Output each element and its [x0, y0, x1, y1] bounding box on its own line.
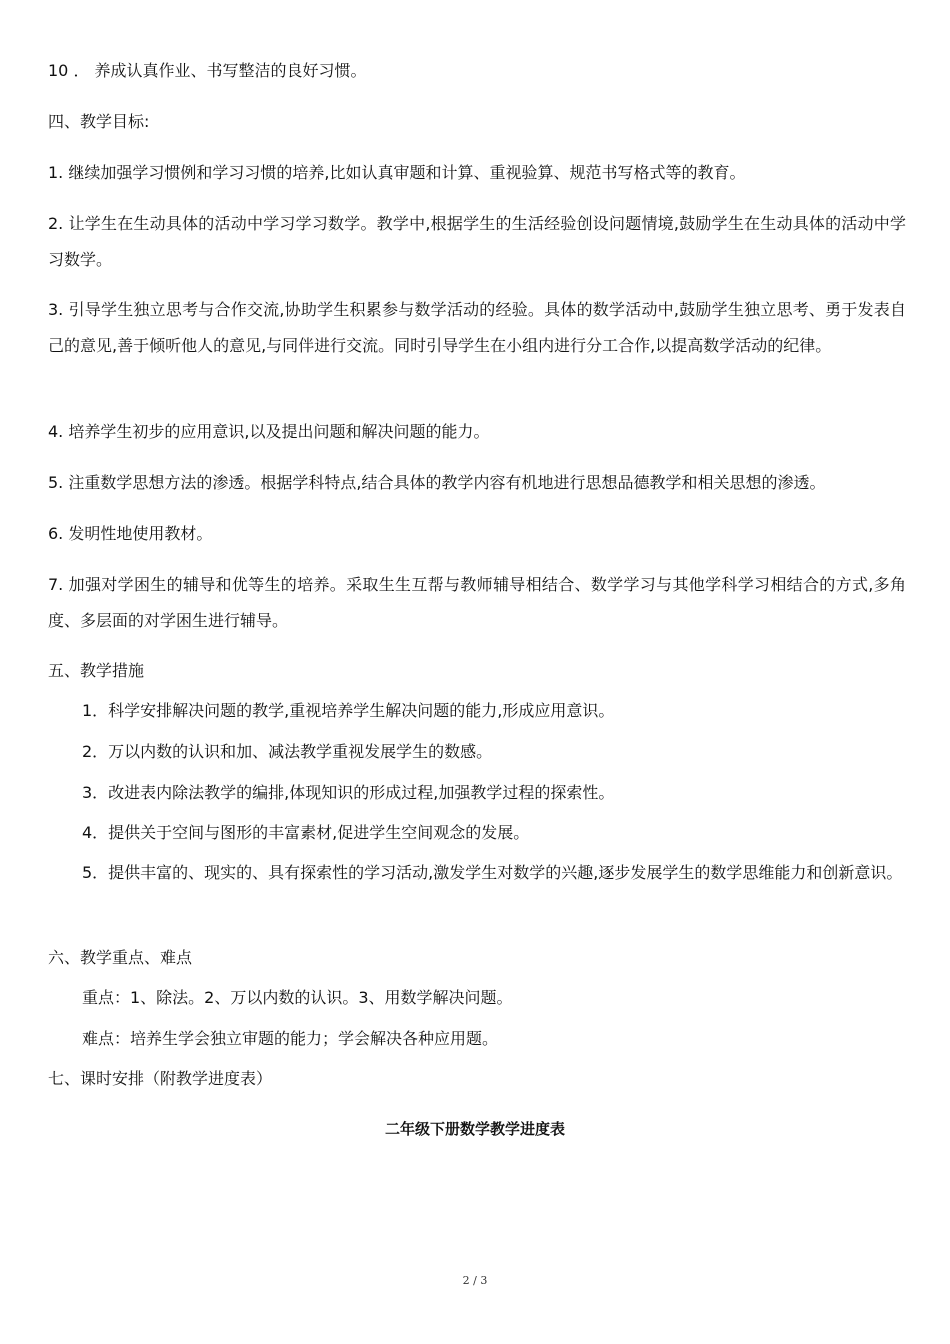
goal-4: 4. 培养学生初步的应用意识,以及提出问题和解决问题的能力。: [48, 422, 490, 441]
measure-5: 5．提供丰富的、现实的、具有探索性的学习活动,激发学生对数学的兴趣,逐步发展学生的数学思维能力和创新意识。: [82, 863, 903, 882]
goal-3: 3. 引导学生独立思考与合作交流,协助学生积累参与数学活动的经验。具体的数学活动中,鼓励学生独立思考、勇于发表自己的意见,善于倾听他人的意见,与同伴进行交流。同时引导学生在小组内进行分工合作,以提高数学活动的纪律。: [48, 300, 906, 355]
item-10: 10 ． 养成认真作业、书写整洁的良好习惯。: [48, 61, 367, 80]
page-number: 2 / 3: [462, 1274, 488, 1287]
measure-3: 3．改进表内除法教学的编排,体现知识的形成过程,加强教学过程的探索性。: [82, 783, 615, 802]
goal-6: 6. 发明性地使用教材。: [48, 524, 213, 543]
table-title: 二年级下册数学教学进度表: [384, 1120, 565, 1138]
goal-5: 5. 注重数学思想方法的渗透。根据学科特点,结合具体的教学内容有机地进行思想品德教学和相关思想的渗透。: [48, 473, 826, 492]
section-heading-teaching-goals: 四、教学目标:: [48, 112, 150, 131]
difficulties: 难点：培养生学会独立审题的能力；学会解决各种应用题。: [82, 1029, 499, 1048]
section-heading-teaching-measures: 五、教学措施: [48, 661, 145, 680]
goal-1: 1. 继续加强学习惯例和学习习惯的培养,比如认真审题和计算、重视验算、规范书写格式等的教育。: [48, 163, 746, 182]
section-heading-key-points: 六、教学重点、难点: [48, 948, 193, 967]
section-heading-schedule: 七、课时安排（附教学进度表）: [48, 1069, 273, 1088]
goal-7: 7. 加强对学困生的辅导和优等生的培养。采取生生互帮与教师辅导相结合、数学学习与其他学科学习相结合的方式,多角度、多层面的对学困生进行辅导。: [48, 575, 906, 630]
goal-2: 2. 让学生在生动具体的活动中学习学习数学。教学中,根据学生的生活经验创设问题情境,鼓励学生在生动具体的活动中学习数学。: [48, 214, 906, 269]
measure-2: 2．万以内数的认识和加、减法教学重视发展学生的数感。: [82, 742, 493, 761]
measure-1: 1．科学安排解决问题的教学,重视培养学生解决问题的能力,形成应用意识。: [82, 701, 615, 720]
key-points: 重点：1、除法。2、万以内数的认识。3、用数学解决问题。: [82, 988, 513, 1007]
measure-4: 4．提供关于空间与图形的丰富素材,促进学生空间观念的发展。: [82, 823, 530, 842]
